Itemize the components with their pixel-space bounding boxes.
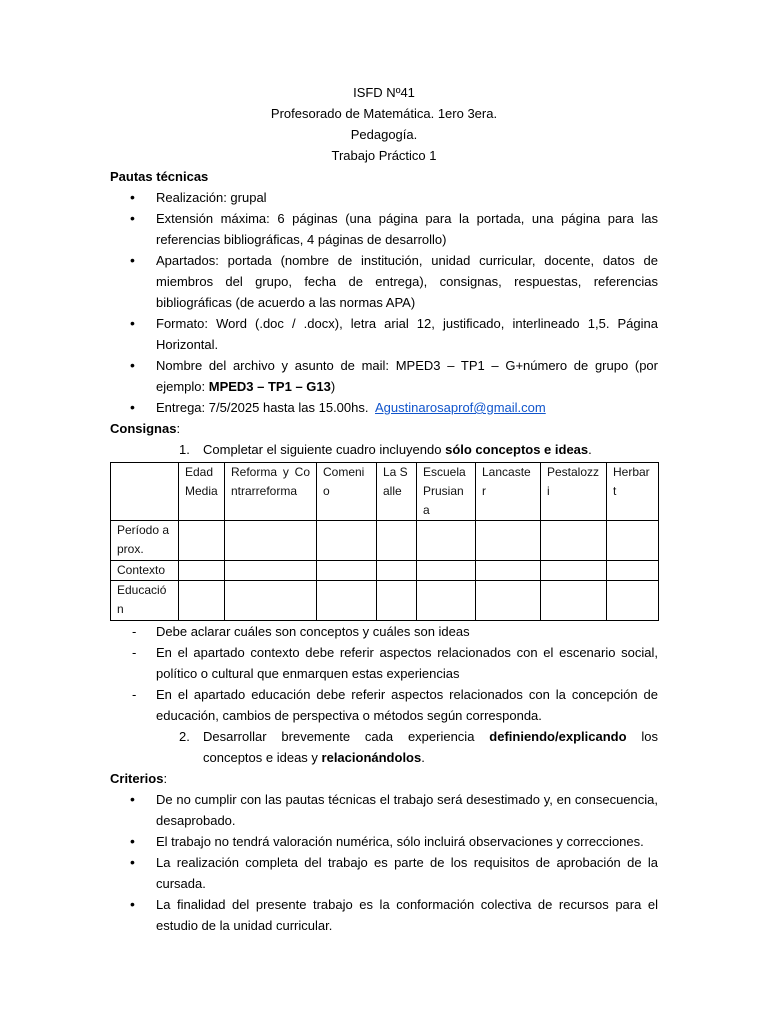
criterio-item: • La finalidad del presente trabajo es la conformación colectiva de recursos para el estudio de la unidad curricular. [110, 894, 658, 936]
filename-example: MPED3 – TP1 – G13 [208, 379, 331, 394]
table-cell [317, 581, 377, 621]
table-header-cell: Comenio [317, 463, 377, 521]
table-cell [541, 521, 607, 561]
delivery-text: Entrega: 7/5/2025 hasta las 15.00hs. [156, 400, 369, 415]
table-cell [476, 561, 541, 581]
assignment-title: Trabajo Práctico 1 [331, 148, 437, 163]
table-cell [179, 521, 225, 561]
pautas-item: • Extensión máxima: 6 páginas (una página para la portada, una página para las referencias bibliográficas, 4 páginas de desarrollo) [110, 208, 658, 250]
consigna-2-text: Desarrollar brevemente cada experiencia [203, 729, 490, 744]
table-cell [377, 521, 417, 561]
table-cell [541, 561, 607, 581]
note-item: - En el apartado educación debe referir aspectos relacionados con la concepción de educación, cambios de perspectiva o métodos según corresponda. [110, 684, 658, 726]
criterio-item: • El trabajo no tendrá valoración numérica, sólo incluirá observaciones y correcciones. [110, 831, 658, 852]
pautas-item: • Formato: Word (.doc / .docx), letra arial 12, justificado, interlineado 1,5. Página Horizontal. [110, 313, 658, 355]
consigna-1-number: 1. [179, 442, 190, 457]
table-corner-cell [111, 463, 179, 521]
filename-text: Nombre del archivo y asunto de mail: MPED3 – TP1 – G+número de grupo (por ejemplo: [156, 358, 658, 394]
reforma-header: Reforma y Contrarreforma [231, 465, 310, 498]
table-cell [179, 561, 225, 581]
row-label: Educación [111, 581, 179, 621]
criterios-heading: Criterios [110, 771, 164, 786]
table-header-cell: Edad Media [179, 463, 225, 521]
pautas-heading: Pautas técnicas [110, 169, 209, 184]
pautas-item: • Apartados: portada (nombre de institución, unidad curricular, docente, datos de miembros del grupo, fecha de entrega), consignas, respuestas, referencias bibliográficas (de acuerdo a las normas APA) [110, 250, 658, 313]
row-label: Contexto [111, 561, 179, 581]
row-label: Período aprox. [111, 521, 179, 561]
criterios-heading-line [110, 768, 658, 789]
table-cell [607, 561, 659, 581]
course-title: Profesorado de Matemática. 1ero 3era. [270, 106, 498, 121]
table-row [111, 561, 659, 581]
subject-title: Pedagogía. [350, 127, 418, 142]
table-cell [225, 561, 317, 581]
comparison-table [110, 462, 659, 621]
table-cell [417, 581, 476, 621]
table-cell [476, 581, 541, 621]
consigna-1-text: Completar el siguiente cuadro incluyendo [203, 442, 446, 457]
consigna-1 [110, 439, 658, 460]
table-cell [225, 521, 317, 561]
filename-close: ) [330, 379, 336, 394]
table-header-cell: Herbart [607, 463, 659, 521]
consigna-2 [110, 726, 658, 768]
consigna-2-number: 2. [179, 729, 190, 744]
table-header-row [111, 463, 659, 521]
pautas-list [110, 187, 658, 418]
consigna-2-mid: los conceptos e ideas y [203, 729, 658, 765]
pautas-item-delivery [110, 397, 658, 418]
table-cell [377, 581, 417, 621]
institution-title: ISFD Nº41 [353, 85, 415, 100]
consigna-2-period: . [421, 750, 425, 765]
pautas-item: • Realización: grupal [110, 187, 658, 208]
consignas-colon: : [176, 421, 181, 436]
table-cell [179, 581, 225, 621]
criterio-item: • De no cumplir con las pautas técnicas el trabajo será desestimado y, en consecuencia, desaprobado. [110, 789, 658, 831]
criterio-item: • La realización completa del trabajo es parte de los requisitos de aprobación de la cursada. [110, 852, 658, 894]
table-header-cell: Escuela Prusiana [417, 463, 476, 521]
table-header-cell: La Salle [377, 463, 417, 521]
table-cell [417, 561, 476, 581]
table-cell [541, 581, 607, 621]
document-body [110, 82, 658, 936]
consignas-heading-line [110, 418, 658, 439]
email-link[interactable]: Agustinarosaprof@gmail.com [375, 400, 546, 415]
consigna-notes [110, 621, 658, 726]
consigna-2-bold-1: definiendo/explicando [489, 729, 627, 744]
criterios-list [110, 789, 658, 936]
note-item: - Debe aclarar cuáles son conceptos y cuáles son ideas [110, 621, 658, 642]
table-row [111, 581, 659, 621]
consigna-1-period: . [588, 442, 592, 457]
consigna-1-bold: sólo conceptos e ideas [445, 442, 589, 457]
pautas-item-filename [110, 355, 658, 397]
table-cell [377, 561, 417, 581]
table-header-cell: Pestalozzi [541, 463, 607, 521]
table-cell [607, 521, 659, 561]
table-cell [317, 521, 377, 561]
criterios-colon: : [163, 771, 168, 786]
table-cell [417, 521, 476, 561]
table-header-cell [225, 463, 317, 521]
table-header-cell: Lancaster [476, 463, 541, 521]
note-item: - En el apartado contexto debe referir aspectos relacionados con el escenario social, político o cultural que enmarquen estas experiencias [110, 642, 658, 684]
table-cell [476, 521, 541, 561]
consigna-2-bold-2: relacionándolos [321, 750, 422, 765]
table-cell [317, 561, 377, 581]
table-cell [225, 581, 317, 621]
consignas-heading: Consignas [110, 421, 177, 436]
table-cell [607, 581, 659, 621]
table-row [111, 521, 659, 561]
